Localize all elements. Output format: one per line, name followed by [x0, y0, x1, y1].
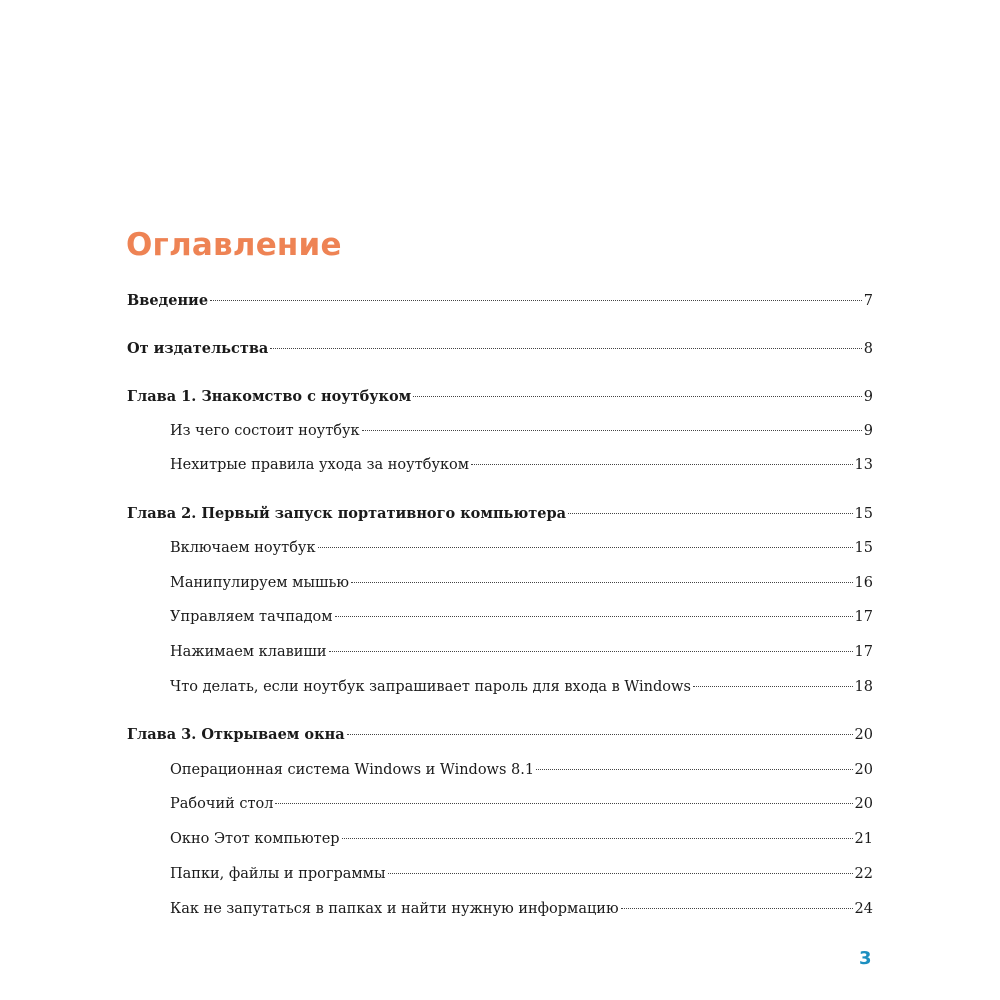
toc-entry [127, 725, 873, 745]
toc-entry-page: 17 [854, 609, 873, 625]
toc-entry [127, 291, 873, 311]
toc-entry-text: Папки, файлы и программы [170, 866, 386, 882]
toc-entry-text: От издательства [127, 340, 269, 357]
dot-leader [270, 348, 861, 349]
toc-entry-text: Нажимаем клавиши [170, 644, 327, 660]
dot-leader [621, 908, 853, 909]
toc-entry [170, 899, 873, 919]
toc-entry [170, 794, 873, 814]
dot-leader [362, 430, 862, 431]
toc-entry-page: 9 [863, 389, 873, 405]
toc-entry [170, 455, 873, 475]
toc-entry-page: 20 [854, 762, 873, 778]
toc-entry [170, 421, 873, 441]
toc-entry-page: 16 [854, 575, 873, 591]
toc-entry [170, 864, 873, 884]
dot-leader [347, 734, 853, 735]
dot-leader [335, 616, 853, 617]
toc-entry-text: Глава 1. Знакомство с ноутбуком [127, 388, 412, 405]
toc-entry-page: 24 [854, 901, 873, 917]
toc-title: Оглавление [126, 227, 342, 263]
dot-leader [536, 769, 852, 770]
dot-leader [329, 651, 853, 652]
dot-leader [388, 873, 853, 874]
dot-leader [342, 838, 853, 839]
toc-entry [127, 504, 873, 524]
toc-entry-page: 13 [854, 457, 873, 473]
toc-entry-page: 22 [854, 866, 873, 882]
toc-entry-text: Операционная система Windows и Windows 8.1 [170, 762, 535, 778]
toc-entry-text: Управляем тачпадом [170, 609, 333, 625]
toc-entry-page: 9 [863, 423, 873, 439]
toc-entry-text: Как не запутаться в папках и найти нужную информацию [170, 901, 619, 917]
toc-entry [170, 538, 873, 558]
toc-entry [170, 573, 873, 593]
toc-entry-page: 15 [854, 506, 873, 522]
toc-entry [127, 339, 873, 359]
dot-leader [568, 513, 853, 514]
toc-entry [170, 829, 873, 849]
dot-leader [413, 396, 862, 397]
toc-entry-page: 15 [854, 540, 873, 556]
toc-entry [170, 677, 873, 697]
dot-leader [471, 464, 852, 465]
page-number: 3 [859, 948, 872, 969]
toc-entry-text: Манипулируем мышью [170, 575, 349, 591]
dot-leader [275, 803, 852, 804]
dot-leader [693, 686, 853, 687]
toc-entry [127, 387, 873, 407]
dot-leader [210, 300, 862, 301]
toc-entry-text: Окно Этот компьютер [170, 831, 340, 847]
toc-entry-text: Введение [127, 292, 209, 309]
toc-entry-text: Включаем ноутбук [170, 540, 316, 556]
toc-entry-page: 18 [854, 679, 873, 695]
toc-entry-page: 21 [854, 831, 873, 847]
dot-leader [351, 582, 853, 583]
toc-entry-page: 17 [854, 644, 873, 660]
toc-entry-page: 7 [863, 293, 873, 309]
toc-entry-text: Рабочий стол [170, 796, 274, 812]
toc-entry-page: 20 [854, 796, 873, 812]
dot-leader [318, 547, 853, 548]
toc-entry-text: Что делать, если ноутбук запрашивает пароль для входа в Windows [170, 679, 691, 695]
toc-entry [170, 642, 873, 662]
toc-entry-page: 8 [863, 341, 873, 357]
toc-entry-text: Глава 2. Первый запуск портативного компьютера [127, 505, 567, 522]
toc-entry [170, 760, 873, 780]
toc-entry-text: Глава 3. Открываем окна [127, 726, 345, 743]
toc-entry-text: Нехитрые правила ухода за ноутбуком [170, 457, 470, 473]
toc-entry [170, 607, 873, 627]
toc-entry-text: Из чего состоит ноутбук [170, 423, 360, 439]
toc-entry-page: 20 [854, 727, 873, 743]
